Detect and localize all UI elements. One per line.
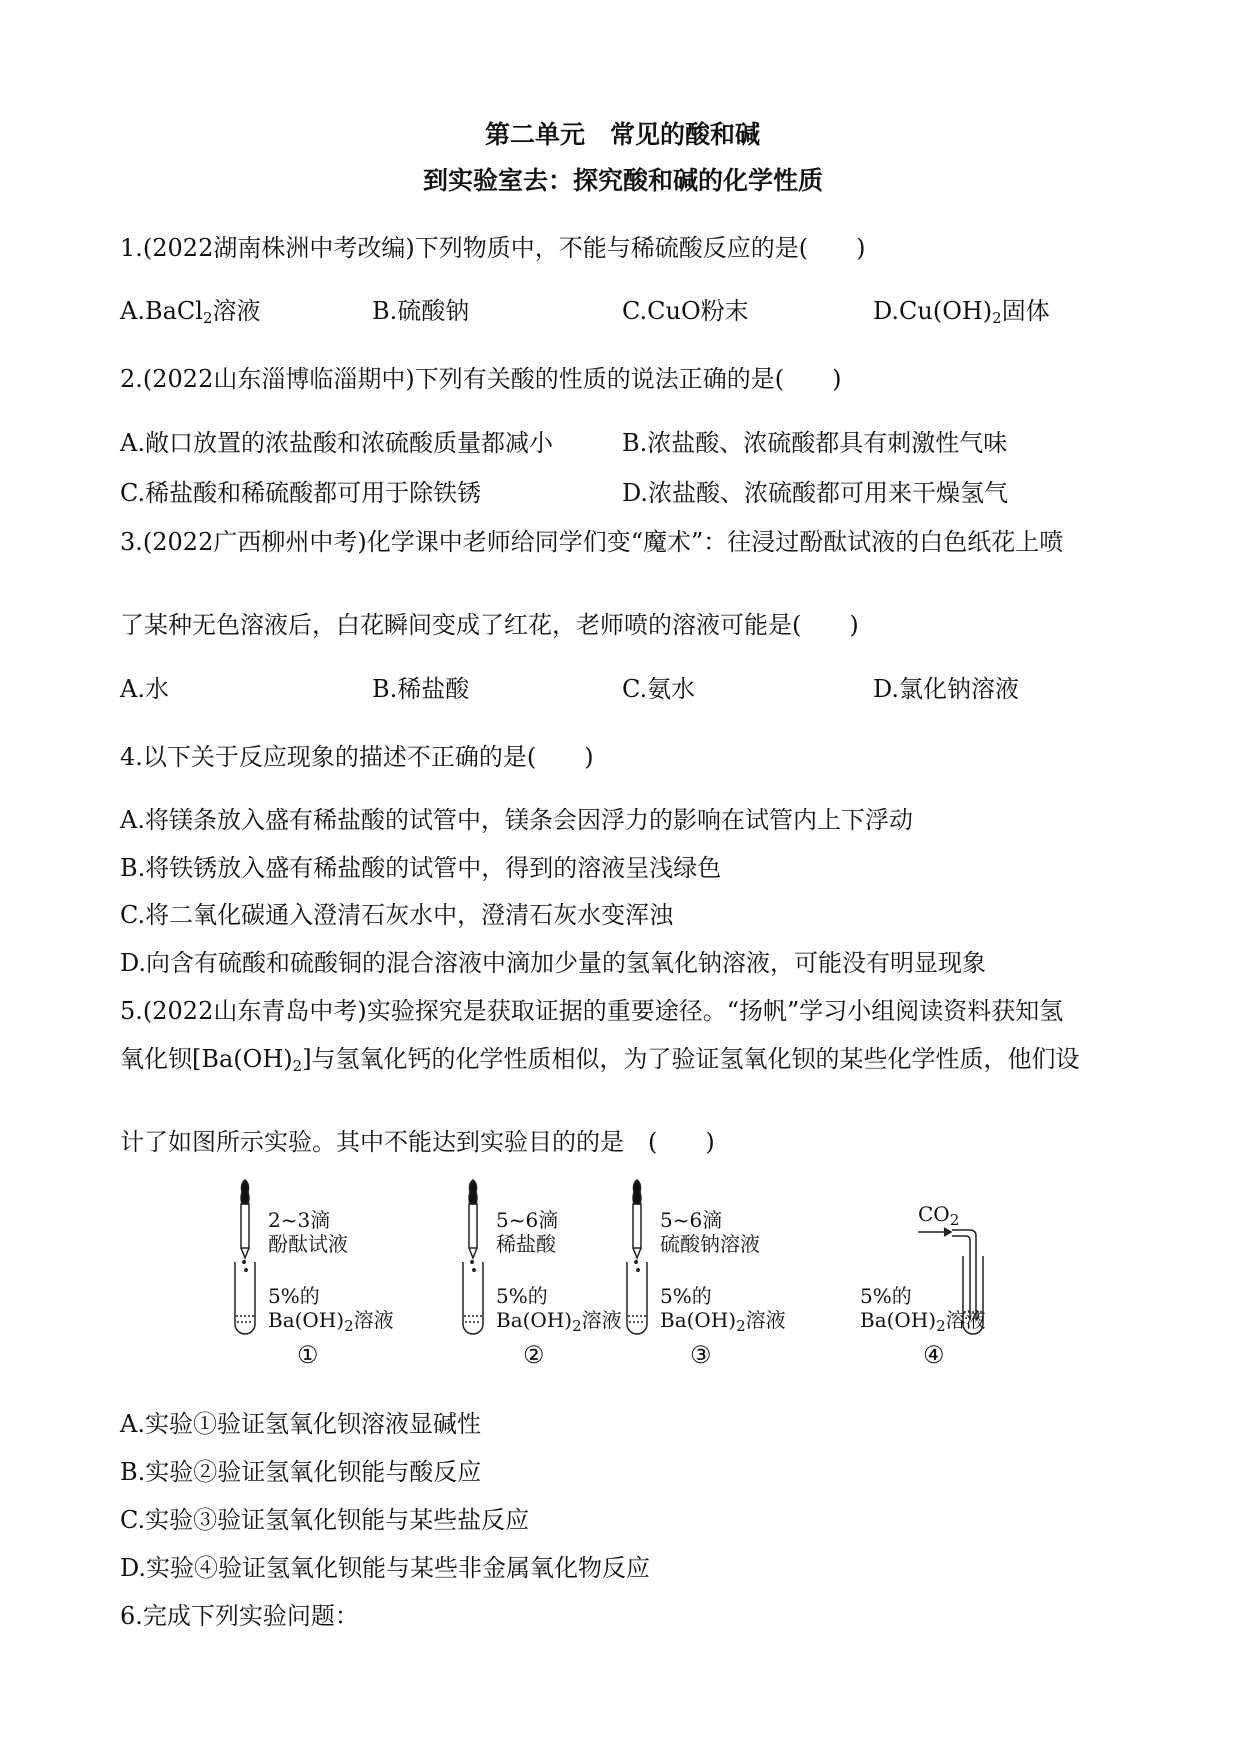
question-3-stem-line-2: 了某种无色溶液后，白花瞬间变成了红花，老师喷的溶液可能是( ) xyxy=(120,611,859,639)
exp-2-reagent: 稀盐酸 xyxy=(496,1232,556,1256)
dropper-icon-1 xyxy=(241,1180,249,1271)
gas-tube-icon xyxy=(952,1230,976,1320)
question-2-option-d: D.浓盐酸、浓硫酸都可用来干燥氢气 xyxy=(622,479,1009,507)
exp-2-number: ② xyxy=(523,1341,545,1369)
exp-3-solution: $Ba(OH)_2$溶液 xyxy=(660,1308,786,1335)
question-3-option-c: C.氨水 xyxy=(622,675,696,703)
question-2-option-a: A.敞口放置的浓盐酸和浓硫酸质量都减小 xyxy=(120,429,553,457)
question-3-option-a: A.水 xyxy=(120,675,169,703)
question-4-option-b: B.将铁锈放入盛有稀盐酸的试管中，得到的溶液呈浅绿色 xyxy=(120,854,722,882)
question-3-option-b: B.稀盐酸 xyxy=(372,675,470,703)
question-5-option-a: A.实验①验证氢氧化钡溶液显碱性 xyxy=(120,1410,481,1438)
question-2-option-b: B.浓盐酸、浓硫酸都具有刺激性气味 xyxy=(622,429,1008,457)
exp-3-reagent: 硫酸钠溶液 xyxy=(660,1232,760,1256)
question-5-option-d: D.实验④验证氢氧化钡能与某些非金属氧化物反应 xyxy=(120,1554,651,1582)
test-tube-icon-2 xyxy=(463,1262,483,1334)
question-3-stem-line-1: 3.(2022广西柳州中考)化学课中老师给同学们变“魔术”：往浸过酚酞试液的白色纸花上喷 xyxy=(120,528,1064,556)
question-2-stem: 2.(2022山东淄博临淄期中)下列有关酸的性质的说法正确的是( ) xyxy=(120,365,842,393)
gas-arrow-icon xyxy=(918,1228,951,1236)
question-5-option-c: C.实验③验证氢氧化钡能与某些盐反应 xyxy=(120,1506,530,1534)
page-title: 第二单元 常见的酸和碱 xyxy=(485,120,761,149)
exp-1-drop-amount: 2~3滴 xyxy=(268,1208,331,1232)
question-4-option-c: C.将二氧化碳通入澄清石灰水中，澄清石灰水变浑浊 xyxy=(120,901,674,929)
exp-2-solution-concentration: 5%的 xyxy=(496,1284,548,1308)
question-2-option-c: C.稀盐酸和稀硫酸都可用于除铁锈 xyxy=(120,479,482,507)
exp-4-number: ④ xyxy=(923,1341,945,1369)
exp-3-number: ③ xyxy=(690,1341,712,1369)
question-1-stem: 1.(2022湖南株洲中考改编)下列物质中，不能与稀硫酸反应的是( ) xyxy=(120,234,866,262)
question-4-option-d: D.向含有硫酸和硫酸铜的混合溶液中滴加少量的氢氧化钠溶液，可能没有明显现象 xyxy=(120,949,987,977)
question-1-option-c: C.CuO粉末 xyxy=(622,297,749,325)
question-1-option-a: A.BaCl$_2$溶液 xyxy=(120,297,261,327)
exp-1-solution: $Ba(OH)_2$溶液 xyxy=(268,1308,394,1335)
exp-4-solution-concentration: 5%的 xyxy=(860,1284,912,1308)
exp-2-drop-amount: 5~6滴 xyxy=(496,1208,559,1232)
question-4-option-a: A.将镁条放入盛有稀盐酸的试管中，镁条会因浮力的影响在试管内上下浮动 xyxy=(120,806,913,834)
test-tube-icon-3 xyxy=(627,1262,647,1334)
exp-4-solution: $Ba(OH)_2$溶液 xyxy=(860,1308,986,1335)
question-1-option-d: $D.Cu(OH)_2$固体 xyxy=(873,297,1050,327)
question-1-option-b: B.硫酸钠 xyxy=(372,297,470,325)
exp-1-number: ① xyxy=(297,1341,319,1369)
question-5-stem-line-1: 5.(2022山东青岛中考)实验探究是获取证据的重要途径。“扬帆”学习小组阅读资料获知氢 xyxy=(120,997,1064,1025)
question-3-option-d: D.氯化钠溶液 xyxy=(873,675,1020,703)
dropper-icon-2 xyxy=(469,1180,477,1271)
exp-1-reagent: 酚酞试液 xyxy=(268,1232,348,1256)
question-5-stem-line-3: 计了如图所示实验。其中不能达到实验目的的是 ( ) xyxy=(120,1128,715,1156)
page-subtitle: 到实验室去：探究酸和碱的化学性质 xyxy=(423,166,824,195)
question-5-stem-line-2: 氧化钡$[Ba(OH)_2]$与氢氧化钙的化学性质相似，为了验证氢氧化钡的某些化学性质，他们设 xyxy=(120,1045,1080,1075)
question-6-stem: 6.完成下列实验问题： xyxy=(120,1602,359,1630)
exp-1-solution-concentration: 5%的 xyxy=(268,1284,320,1308)
question-5-option-b: B.实验②验证氢氧化钡能与酸反应 xyxy=(120,1458,482,1486)
exp-3-solution-concentration: 5%的 xyxy=(660,1284,712,1308)
exp-2-solution: $Ba(OH)_2$溶液 xyxy=(496,1308,622,1335)
exp-4-gas: $CO_2$ xyxy=(918,1202,960,1229)
dropper-icon-3 xyxy=(633,1180,641,1271)
exp-3-drop-amount: 5~6滴 xyxy=(660,1208,723,1232)
question-4-stem: 4.以下关于反应现象的描述不正确的是( ) xyxy=(120,743,594,771)
test-tube-icon-1 xyxy=(235,1262,255,1334)
